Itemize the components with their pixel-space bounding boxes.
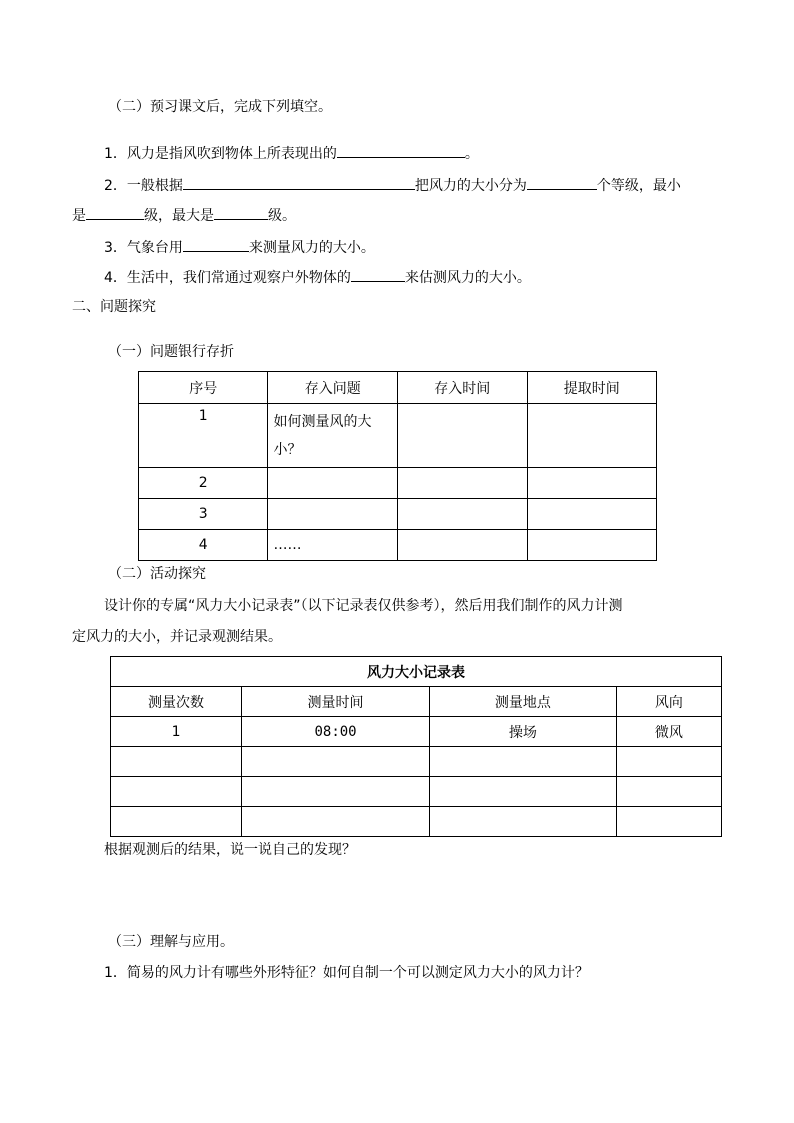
- table-row: [139, 530, 657, 561]
- answer-blank[interactable]: [183, 236, 249, 252]
- answer-blank[interactable]: [337, 142, 465, 158]
- table-cell[interactable]: [527, 404, 656, 468]
- application-question: 1．简易的风力计有哪些外形特征？如何自制一个可以测定风力大小的风力计？: [104, 965, 589, 981]
- fill-q1: 1．风力是指风吹到物体上所表现出的 。: [104, 142, 479, 164]
- table-header: 存入时间: [398, 372, 527, 404]
- table-header-row: [139, 372, 657, 404]
- subsection-title: （二）活动探究: [108, 566, 206, 582]
- table-cell: 如何测量风的大小？: [268, 404, 398, 468]
- table-cell[interactable]: [527, 468, 656, 499]
- table-cell[interactable]: [398, 468, 527, 499]
- table-title: 风力大小记录表: [111, 657, 722, 687]
- activity-text: 定风力的大小，并记录观测结果。: [72, 629, 282, 645]
- table-cell[interactable]: [527, 499, 656, 530]
- table-cell[interactable]: [111, 777, 242, 807]
- answer-blank[interactable]: [214, 204, 268, 220]
- table-cell: 1: [111, 717, 242, 747]
- table-cell[interactable]: [242, 807, 430, 837]
- table-header: 测量地点: [430, 687, 617, 717]
- table-row: [111, 807, 722, 837]
- table-row: [111, 747, 722, 777]
- answer-blank[interactable]: [527, 174, 597, 190]
- table-cell[interactable]: [616, 777, 721, 807]
- table-title-row: [111, 657, 722, 687]
- table-header: 风向: [616, 687, 721, 717]
- discovery-prompt: 根据观测后的结果，说一说自己的发现？: [104, 842, 356, 858]
- fill-q2: 2．一般根据 把风力的大小分为 个等级，最小: [104, 174, 681, 196]
- fill-q3: 3．气象台用 来测量风力的大小。: [104, 236, 375, 258]
- table-row: [139, 468, 657, 499]
- table-header: 测量时间: [242, 687, 430, 717]
- subsection-title: （三）理解与应用。: [108, 934, 234, 950]
- table-cell: 2: [139, 468, 268, 499]
- wind-record-table: [110, 656, 722, 837]
- table-cell[interactable]: [111, 807, 242, 837]
- table-cell: 1: [139, 404, 268, 468]
- table-cell[interactable]: [398, 404, 527, 468]
- table-cell[interactable]: [242, 747, 430, 777]
- table-row: [111, 717, 722, 747]
- table-cell[interactable]: [242, 777, 430, 807]
- table-cell[interactable]: [616, 747, 721, 777]
- table-header: 提取时间: [527, 372, 656, 404]
- table-cell[interactable]: [398, 499, 527, 530]
- table-cell[interactable]: [398, 530, 527, 561]
- table-cell[interactable]: [268, 468, 398, 499]
- section-title: 二、问题探究: [72, 299, 156, 315]
- table-row: [139, 499, 657, 530]
- table-cell: 4: [139, 530, 268, 561]
- activity-text: 设计你的专属“风力大小记录表”（以下记录表仅供参考），然后用我们制作的风力计测: [104, 598, 623, 614]
- table-cell: 微风: [616, 717, 721, 747]
- fill-heading: （二）预习课文后，完成下列填空。: [108, 99, 332, 115]
- fill-q2-cont: 是 级，最大是 级。: [72, 204, 296, 226]
- subsection-title: （一）问题银行存折: [108, 344, 234, 360]
- table-row: [139, 404, 657, 468]
- table-cell[interactable]: [616, 807, 721, 837]
- table-cell: 操场: [430, 717, 617, 747]
- table-row: [111, 777, 722, 807]
- table-cell: 08:00: [242, 717, 430, 747]
- table-cell[interactable]: [268, 499, 398, 530]
- answer-blank[interactable]: [183, 174, 415, 190]
- answer-blank[interactable]: [351, 266, 405, 282]
- table-cell: 3: [139, 499, 268, 530]
- table-header: 测量次数: [111, 687, 242, 717]
- table-header-row: [111, 687, 722, 717]
- table-cell[interactable]: [111, 747, 242, 777]
- table-header: 序号: [139, 372, 268, 404]
- table-header: 存入问题: [268, 372, 398, 404]
- question-bank-table: [138, 371, 657, 561]
- table-cell[interactable]: [430, 807, 617, 837]
- answer-blank[interactable]: [86, 204, 144, 220]
- table-cell[interactable]: [430, 777, 617, 807]
- table-cell: ……: [268, 530, 398, 561]
- table-cell[interactable]: [527, 530, 656, 561]
- table-cell[interactable]: [430, 747, 617, 777]
- fill-q4: 4．生活中，我们常通过观察户外物体的 来估测风力的大小。: [104, 266, 531, 288]
